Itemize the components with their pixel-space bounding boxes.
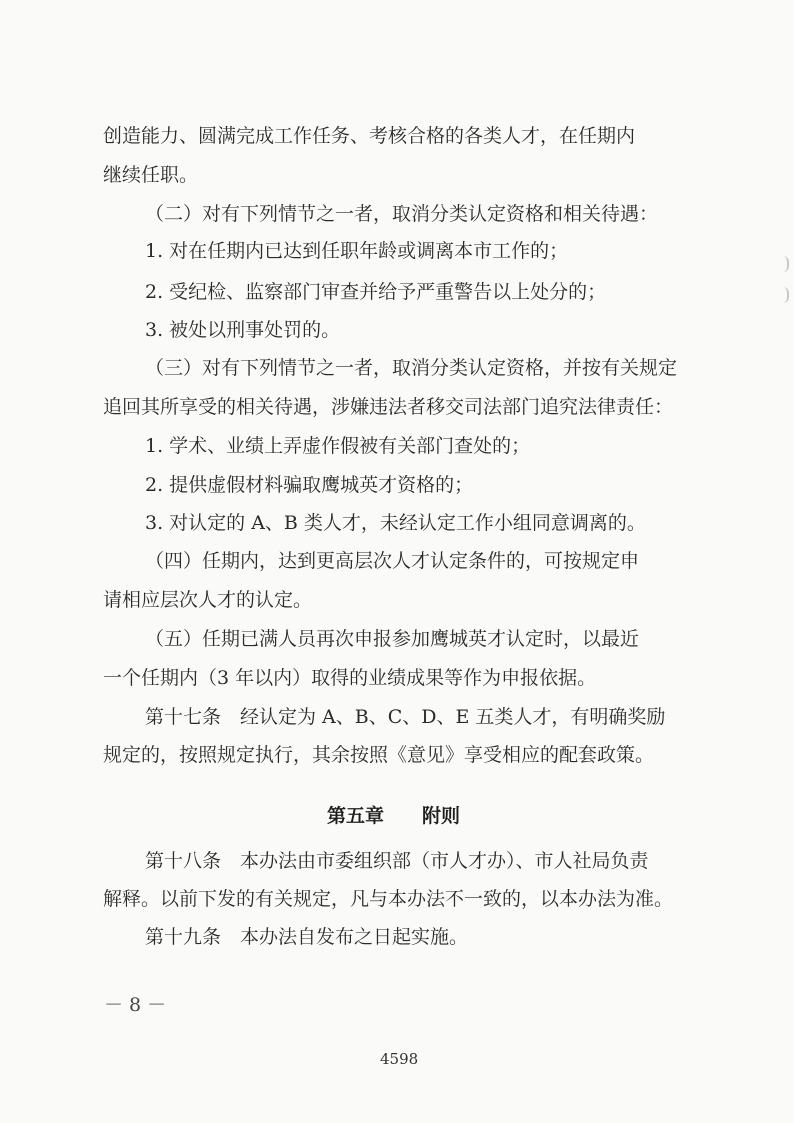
binding-hole-mark: [782, 287, 789, 303]
article-17: 第十七条 经认定为 A、B、C、D、E 五类人才，有明确奖励: [145, 706, 666, 728]
binding-hole-mark: [782, 256, 789, 272]
article-18: 第十八条 本办法由市委组织部（市人才办）、市人社局负责: [145, 850, 649, 872]
text-line: 继续任职。: [103, 164, 199, 186]
list-item: 2. 提供虚假材料骗取鹰城英才资格的；: [145, 474, 474, 496]
text-line: 解释。以前下发的有关规定，凡与本办法不一致的，以本办法为准。: [103, 888, 674, 910]
text-line: （四）任期内，达到更高层次人才认定条件的，可按规定申: [145, 550, 640, 572]
text-line: （五）任期已满人员再次申报参加鹰城英才认定时，以最近: [145, 628, 640, 650]
stamp-number: 4598: [380, 1050, 419, 1068]
chapter-heading: 第五章 附则: [327, 805, 461, 827]
text-line: 一个任期内（3 年以内）取得的业绩成果等作为申报依据。: [103, 667, 597, 689]
text-line: 追回其所享受的相关待遇，涉嫌违法者移交司法部门追究法律责任：: [103, 396, 674, 418]
text-line: 请相应层次人才的认定。: [103, 589, 313, 611]
text-line: （二）对有下列情节之一者，取消分类认定资格和相关待遇：: [145, 203, 659, 225]
page-number: － 8 －: [104, 994, 167, 1016]
list-item: 3. 被处以刑事处罚的。: [145, 319, 341, 341]
list-item: 2. 受纪检、监察部门审查并给予严重警告以上处分的；: [145, 281, 607, 303]
text-line: （三）对有下列情节之一者，取消分类认定资格，并按有关规定: [145, 357, 678, 379]
list-item: 3. 对认定的 A、B 类人才，未经认定工作小组同意调离的。: [145, 512, 646, 534]
article-19: 第十九条 本办法自发布之日起实施。: [145, 926, 469, 948]
text-line: 创造能力、圆满完成工作任务、考核合格的各类人才，在任期内: [103, 125, 636, 147]
list-item: 1. 学术、业绩上弄虚作假被有关部门查处的；: [145, 435, 531, 457]
list-item: 1. 对在任期内已达到任职年龄或调离本市工作的；: [145, 240, 569, 262]
text-line: 规定的，按照规定执行，其余按照《意见》享受相应的配套政策。: [103, 744, 655, 766]
